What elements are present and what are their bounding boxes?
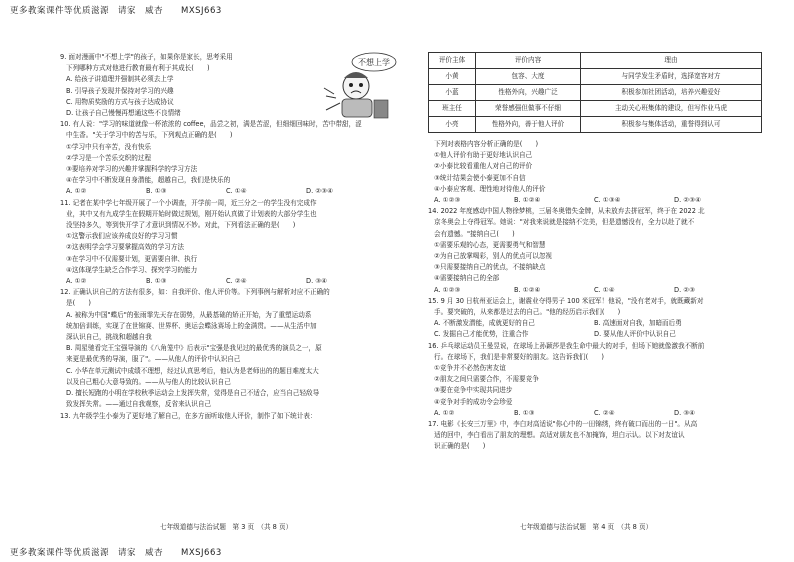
table-cell: 与同学发生矛盾时，选择宽容对方 [581, 69, 762, 85]
q14-line: 会有遗憾。"接纳自己( ) [434, 229, 515, 238]
q13b-line: 下列对表格内容分析正确的是( ) [434, 140, 539, 148]
q13b-item: ③统计结果会使小泰更加不自信 [434, 173, 526, 182]
table-cell: 包容、大度 [476, 69, 581, 85]
evaluation-table [428, 52, 762, 133]
q16-choice-a: A. ①② [434, 408, 455, 417]
q9-option: C. 用物质奖励的方式与孩子达成协议 [66, 97, 174, 106]
q13b-choice-a: A. ①②③ [434, 196, 461, 205]
q12-option: D. 擅长短跑的小明在学校秋季运动会上发挥失常，觉得是自己不适合，应当自己轻敌导 [66, 389, 320, 398]
q10-line: 10. 有人说："学习的味道就像一杯浓浓的 coffee，品尝之初，满是苦涩，但细细回味时，苦中带甜，涩 [60, 120, 362, 129]
q15-choices-row [428, 318, 764, 329]
q11-item: ④这体现学生缺乏合作学习、探究学习的能力 [66, 265, 198, 274]
q16-choice-b: B. ①③ [514, 408, 535, 417]
table-cell: 主动关心班集体的建设，但写作业马虎 [581, 101, 762, 117]
q11-line: 业，其中又有九成学生在假期开始时做过规划，刚开始认真做了计划表的大部分学生也 [66, 209, 317, 218]
q15-choice-a: A. 不断激发潜能，成就更好的自己 [434, 319, 535, 328]
q16-choice-d: D. ③④ [674, 408, 696, 417]
table-cell: 小亮 [429, 117, 476, 133]
q10-item: ③要培养对学习的兴趣并掌握科学的学习方法 [66, 165, 198, 174]
q16-item: ②朋友之间只需要合作，不需要竞争 [434, 375, 539, 384]
question-13-analysis [428, 139, 764, 206]
q10-choice-a: A. ①② [66, 187, 87, 196]
q11-item: ②这表明学会学习要掌握高效的学习方法 [66, 243, 185, 252]
q10-choice-c: C. ①④ [226, 187, 247, 196]
q16-line: 行。在球场下，我们是非常要好的朋友。这告诉我们( ) [434, 352, 604, 361]
q10-choice-d: D. ②③④ [306, 187, 334, 196]
q14-choice-d: D. ②③ [674, 285, 696, 294]
question-16 [428, 341, 764, 419]
page-footer-right: 七年级道德与法治试题 第 4 页 （共 8 页） [520, 523, 653, 531]
q10-item: ②学习是一个苦乐交织的过程 [66, 153, 152, 162]
left-column [60, 52, 398, 422]
table-cell: 荣誉感强但做事不仔细 [476, 101, 581, 117]
q14-choice-a: A. ①②③ [434, 285, 461, 294]
q16-line: 16. 乒乓球运动员王曼昱说，在球场上孙颖莎是我生命中最大的对手，但场下她就像激我不断前 [428, 341, 705, 350]
q14-item: ③只需要接纳自己的优点，不接纳缺点 [434, 263, 546, 272]
q11-item: ①这警示我们应该养成良好的学习习惯 [66, 232, 178, 241]
question-17 [428, 419, 764, 453]
q14-line: 14. 2022 年度感动中国人物徐梦桃，三届冬奥错失金牌，从未放弃去拼冠军，终于在 2022 北 [428, 207, 705, 216]
question-15 [428, 296, 764, 341]
q12-option: 以及自己粗心大意导致的。——从与他人的比较认识自己 [66, 377, 231, 386]
q13b-item: ②小泰比较看重他人对自己的评价 [434, 162, 533, 171]
q11-item: ③在学习中不仅需要计划，更需要自律、执行 [66, 254, 198, 263]
q13b-choice-d: D. ②③④ [674, 196, 702, 205]
table-header: 评价内容 [476, 53, 581, 69]
q12-line: 12. 正确认识自己的方法有很多，如：自我评价、他人评价等。下列事例与解析对应不正确的 [60, 288, 330, 297]
table-cell: 性格外向，兴趣广泛 [476, 85, 581, 101]
table-row [429, 101, 762, 117]
cartoon-caption: 不想上学 [358, 58, 390, 67]
q10-choice-b: B. ①③ [146, 187, 167, 196]
table-cell: 小黄 [429, 69, 476, 85]
table-header: 理由 [581, 53, 762, 69]
question-10 [60, 119, 398, 197]
q12-option: A. 被称为中国"蝶后"的张雨霏先天存在弱势，从最基础的矫正开始，为了重塑运动系 [66, 310, 312, 319]
q16-item: ③要在竞争中实现共同进步 [434, 386, 513, 395]
question-12 [60, 287, 398, 410]
q14-choice-c: C. ①④ [594, 285, 615, 294]
question-13 [60, 411, 398, 422]
q11-choice-d: D. ③④ [306, 277, 328, 286]
q14-item: ④需要接纳自己的全部 [434, 274, 500, 283]
q13-line: 13. 九年级学生小泰为了更好地了解自己，在多方面听取他人评价，制作了如下统计表： [60, 411, 317, 420]
q13b-choice-c: C. ①③④ [594, 196, 621, 205]
q15-choice-b: B. 高速面对自我，加暗而后勇 [594, 319, 682, 328]
table-cell: 性格外向，善于他人评价 [476, 117, 581, 133]
q9-line: 9. 面对漫画中"不想上学"的孩子，如果你是家长，思考采用 [60, 53, 233, 61]
q10-item: ①学习中只有辛苦，没有快乐 [66, 142, 152, 151]
page-footer-left: 七年级道德与法治试题 第 3 页 （共 8 页） [160, 523, 293, 531]
q14-item: ①需要乐观的心态，更需要勇气和智慧 [434, 240, 546, 249]
right-column [428, 52, 764, 453]
q11-line: 没坚持多久，等到快开学了才意识到情况不妙。对此，下列看法正确的是( ) [66, 221, 296, 230]
table-cell: 小蓝 [429, 85, 476, 101]
q17-line: 识正确的是( ) [434, 442, 486, 451]
q15-choice-d: D. 要从他人评价中认识自己 [594, 330, 676, 339]
q9-option: A. 给孩子讲道理并强制其必须去上学 [66, 75, 174, 84]
q17-line: 适的回中，李白看出了朋友的理想。高适对朋友也不加掩饰，坦白示认。以下对友谊认 [434, 431, 685, 440]
q16-choices [428, 408, 764, 419]
q16-choice-c: C. ②④ [594, 408, 615, 417]
q13b-choices [428, 195, 764, 206]
table-header: 评价主体 [429, 53, 476, 69]
cartoon-illustration [322, 48, 402, 122]
q10-line: 中生香。"关于学习中的苦与乐，下列观点正确的是( ) [66, 131, 233, 140]
question-14 [428, 206, 764, 296]
page-header-top: 更多教案课件等优质滋源 请家 威杏 MXSJ663 [10, 6, 222, 16]
page-header-bottom: 更多教案课件等优质滋源 请家 威杏 MXSJ663 [10, 548, 222, 558]
q9-option: D. 让孩子自己慢慢再想通这些不良情绪 [66, 109, 181, 118]
q11-choice-c: C. ②④ [226, 277, 247, 286]
table-cell: 积极参与集体活动，重誉得到认可 [581, 117, 762, 133]
q15-line: 手。要突破的，从来都是过去的自己。"他的经历启示我们( ) [434, 308, 621, 317]
q17-line: 17. 电影《长安三万里》中，李白对高适说"你心中的一田锦绣，终有破口而出的一日"。从高 [428, 420, 698, 429]
q13b-item: ④小泰应客观、理性地对待他人的评价 [434, 184, 546, 193]
q11-choice-a: A. ①② [66, 277, 87, 286]
q12-option: 致发挥失常。——通过自我观察，反省来认识自己 [66, 400, 212, 409]
q9-line: 下列哪种方式对他进行教育最有利于其成长( ) [66, 64, 210, 73]
q12-line: 是( ) [66, 299, 91, 308]
table-row [429, 85, 762, 101]
q14-choice-b: B. ①②④ [514, 285, 541, 294]
q16-item: ①竞争并不必然伤害友谊 [434, 364, 506, 373]
table-row [429, 117, 762, 133]
q14-choices [428, 285, 764, 296]
q15-choice-c: C. 发掘自己才能优势，注重合作 [434, 330, 529, 339]
q12-option: C. 小华在单元测试中成绩不理想，经过认真思考后，他认为是老师出的的题目难度太大 [66, 366, 319, 375]
q15-line: 15. 9 月 30 日杭州亚运会上，谢震业夺得男子 100 米冠军！他说，"没有老对手，就既藏新对 [428, 296, 704, 305]
q11-line: 11. 记者在某中学七年级开展了一个小调查，开学前一周，近三分之一的学生没有完成作 [60, 198, 317, 207]
q13b-choice-b: B. ①②④ [514, 196, 541, 205]
q12-option: B. 周星驰看完王宝强导演的《八角笼中》后表示"宝强是我见过的最优秀的演员之一，原 [66, 344, 322, 353]
q15-choices-row [428, 329, 764, 340]
question-11 [60, 198, 398, 288]
table-header-row [429, 53, 762, 69]
q12-option: 来更是最优秀的导演，服了"。——从他人的评价中认识自己 [66, 355, 241, 364]
q12-option: 统加倍训练，实现了在世锦赛、世界杯、奥运会蝶泳赛场上的金满贯。——从生活中加 [66, 321, 317, 330]
q10-item: ④在学习中不断发现自身潜能，超越自己，我们是快乐的 [66, 176, 231, 185]
q9-option: B. 引导孩子发现并保持对学习的兴趣 [66, 86, 174, 95]
table-row [429, 69, 762, 85]
q10-choices [60, 186, 398, 197]
q11-choices [60, 276, 398, 287]
q14-item: ②为自己放掌喝彩，别人的优点可以忽视 [434, 252, 553, 261]
table-cell: 班主任 [429, 101, 476, 117]
q13b-item: ①他人评价有助于更好地认识自己 [434, 151, 533, 160]
q11-choice-b: B. ①③ [146, 277, 167, 286]
q12-option: 深认识自己，挑战和超越自我 [66, 333, 152, 342]
q16-item: ④竞争对手的成功令会珍爱 [434, 397, 513, 406]
table-cell: 积极参加社团活动，培养兴趣爱好 [581, 85, 762, 101]
q14-line: 京冬奥会上夺得冠军。她说："对我来说就是接纳不完美，但是遗憾没有，全力以赴了就不 [434, 218, 695, 227]
